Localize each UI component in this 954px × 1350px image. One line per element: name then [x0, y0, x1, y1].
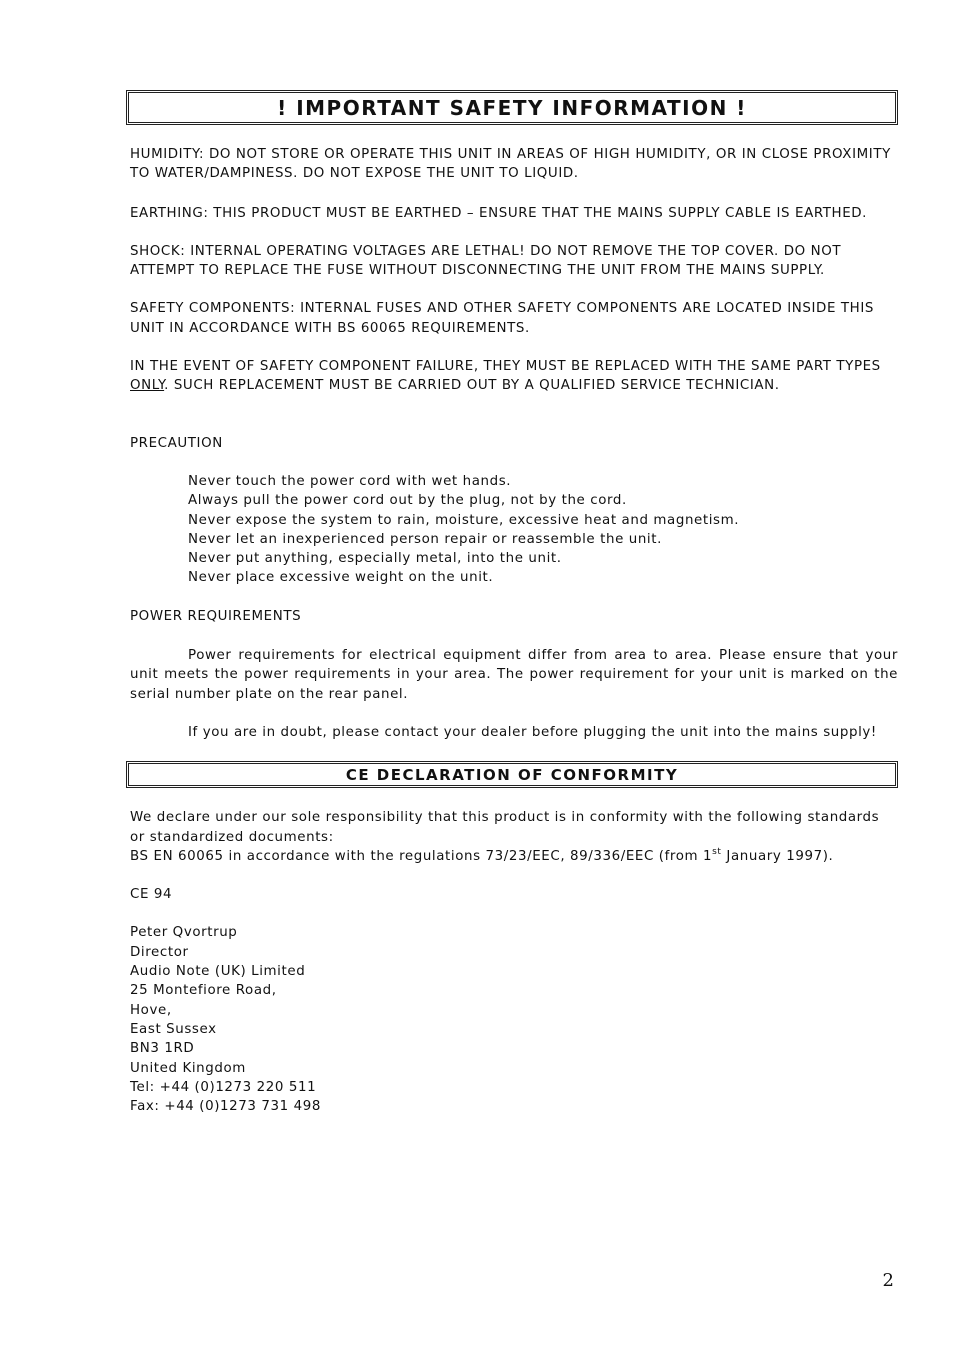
contact-block	[130, 923, 898, 1116]
list-item: Never let an inexperienced person repair or reassemble the unit.	[188, 531, 662, 547]
list-item: Never touch the power cord with wet hands.	[188, 473, 512, 489]
standard-superscript: st	[712, 846, 722, 857]
ce-title: CE DECLARATION OF CONFORMITY	[126, 761, 898, 788]
safety-section	[126, 145, 898, 742]
list-item: Never place excessive weight on the unit.	[188, 570, 494, 586]
ce-section	[126, 808, 898, 1116]
power-heading: POWER REQUIREMENTS	[130, 608, 302, 624]
power-paragraph-1: Power requirements for electrical equipment differ from area to area. Please ensure that your unit meets the power requirements in your area. The power requirement for your unit is marked on the serial number plate on the rear panel.	[130, 648, 898, 702]
contact-line: Audio Note (UK) Limited	[130, 964, 306, 980]
failure-only-emphasis: ONLY	[130, 378, 165, 394]
contact-line: Tel: +44 (0)1273 220 511	[130, 1079, 317, 1095]
ce-declaration: We declare under our sole responsibility that this product is in conformity with the following standards or standardized documents:	[130, 810, 880, 845]
shock-warning: SHOCK: INTERNAL OPERATING VOLTAGES ARE LETHAL! DO NOT REMOVE THE TOP COVER. DO NOT ATTEMPT TO REPLACE THE FUSE WITHOUT DISCONNECTING THE UNIT FROM THE MAINS SUPPLY.	[130, 243, 842, 279]
ce-standard	[130, 847, 898, 866]
precaution-heading: PRECAUTION	[130, 435, 223, 451]
contact-line: United Kingdom	[130, 1060, 246, 1076]
power-paragraph-2: If you are in doubt, please contact your dealer before plugging the unit into the mains supply!	[188, 724, 877, 740]
ce-mark: CE 94	[130, 887, 173, 903]
contact-line: BN3 1RD	[130, 1041, 195, 1057]
failure-text-end: . SUCH REPLACEMENT MUST BE CARRIED OUT BY A QUALIFIED SERVICE TECHNICIAN.	[164, 378, 780, 394]
contact-line: Peter Qvortrup	[130, 925, 238, 941]
standard-text-start: BS EN 60065 in accordance with the regulations 73/23/EEC, 89/336/EEC (from 1	[130, 848, 713, 864]
contact-line: Hove,	[130, 1002, 172, 1018]
contact-line: East Sussex	[130, 1021, 217, 1037]
contact-line: Fax: +44 (0)1273 731 498	[130, 1099, 321, 1115]
list-item: Never expose the system to rain, moisture, excessive heat and magnetism.	[188, 512, 740, 528]
list-item: Never put anything, especially metal, into the unit.	[188, 551, 562, 567]
contact-line: Director	[130, 944, 189, 960]
failure-text-start: IN THE EVENT OF SAFETY COMPONENT FAILURE, THEY MUST BE REPLACED WITH THE SAME PART TYPES	[130, 359, 881, 375]
page-number: 2	[882, 1270, 894, 1291]
safety-components-note: SAFETY COMPONENTS: INTERNAL FUSES AND OTHER SAFETY COMPONENTS ARE LOCATED INSIDE THIS UNIT IN ACCORDANCE WITH BS 60065 REQUIREMENTS.	[130, 301, 874, 336]
contact-line: 25 Montefiore Road,	[130, 983, 277, 999]
component-failure-note	[130, 357, 898, 396]
list-item: Always pull the power cord out by the plug, not by the cord.	[188, 493, 627, 509]
standard-text-end: January 1997).	[721, 848, 834, 864]
earthing-warning: EARTHING: THIS PRODUCT MUST BE EARTHED – ENSURE THAT THE MAINS SUPPLY CABLE IS EARTHED.	[130, 205, 868, 221]
humidity-warning: HUMIDITY: DO NOT STORE OR OPERATE THIS UNIT IN AREAS OF HIGH HUMIDITY, OR IN CLOSE PROXIMITY TO WATER/DAMPINESS. DO NOT EXPOSE THE UNIT TO LIQUID.	[130, 147, 891, 182]
document-page	[126, 90, 898, 1116]
safety-title: ! IMPORTANT SAFETY INFORMATION !	[126, 90, 898, 125]
precaution-list	[130, 472, 898, 588]
